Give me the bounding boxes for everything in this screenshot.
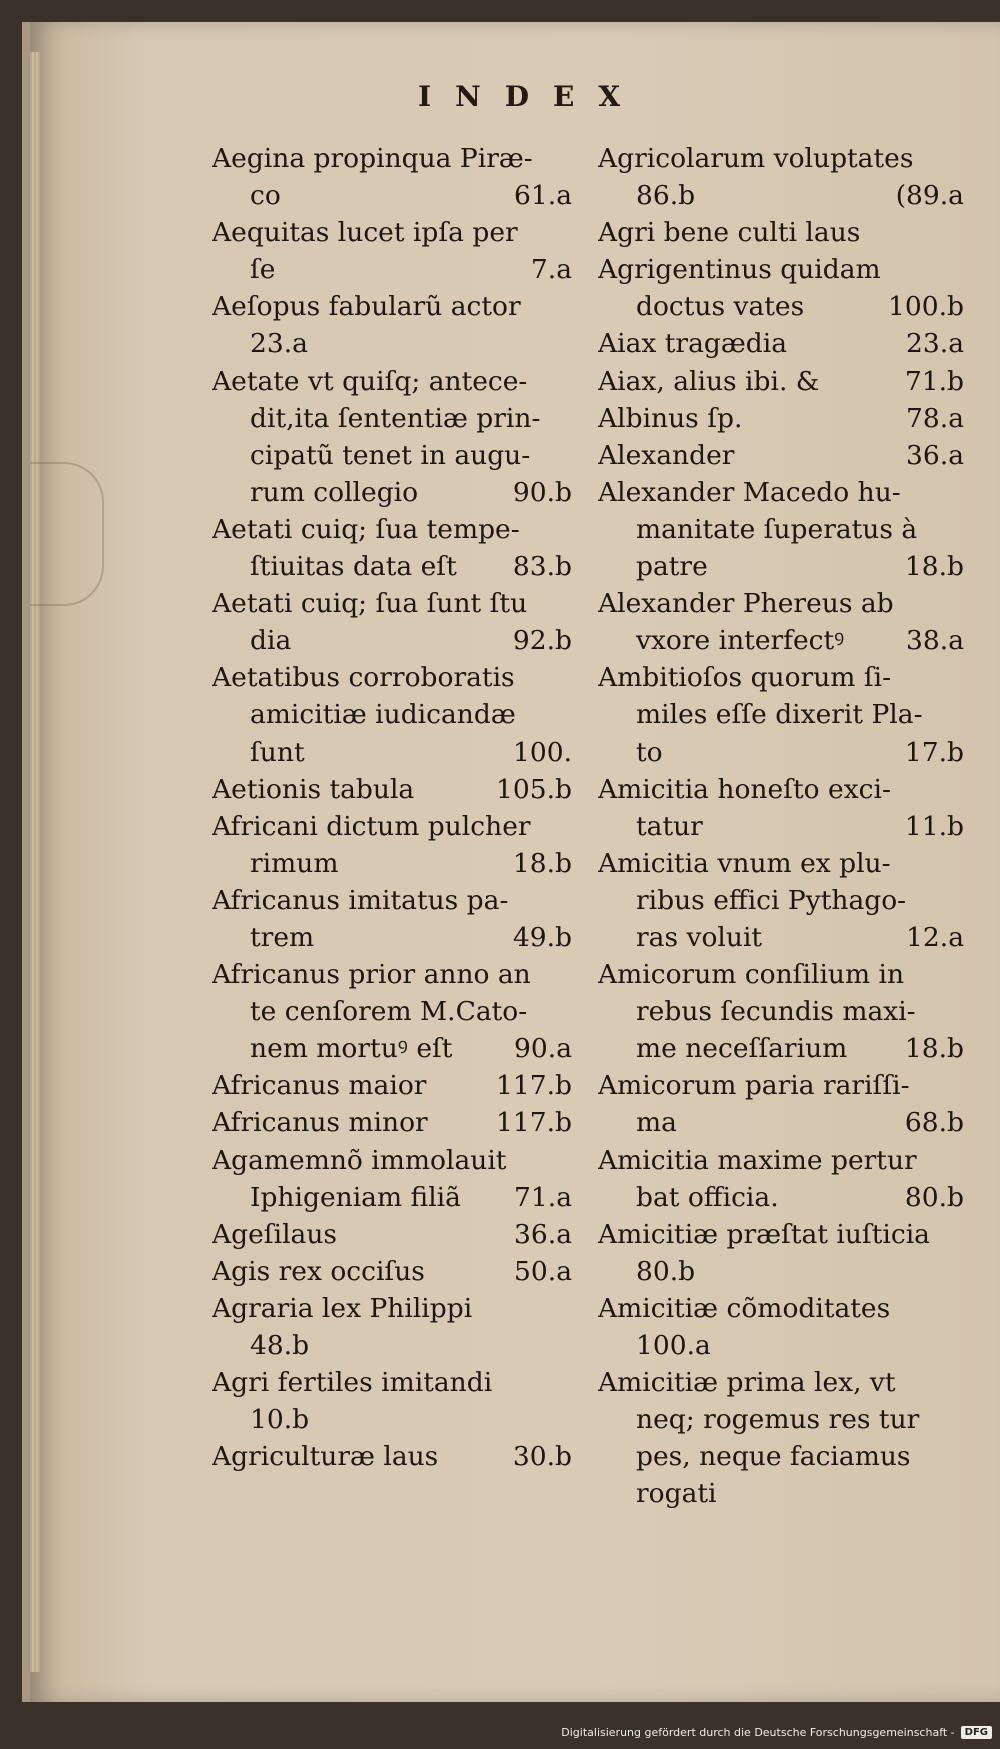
page-reference: 36.a bbox=[906, 439, 964, 471]
entry-line bbox=[598, 511, 964, 548]
entry-line bbox=[598, 177, 964, 214]
page-reference: 100.b bbox=[888, 291, 964, 323]
entry-line bbox=[212, 882, 572, 919]
entry-line bbox=[212, 1216, 572, 1253]
index-entry bbox=[212, 1364, 572, 1438]
entry-text: ras voluit bbox=[636, 921, 763, 953]
index-entry bbox=[598, 845, 964, 956]
entry-text: ſtiuitas data eſt bbox=[250, 551, 457, 583]
entry-text: me neceſſarium bbox=[636, 1033, 848, 1065]
entry-line bbox=[598, 1290, 964, 1327]
entry-line bbox=[212, 1179, 572, 1216]
entry-line bbox=[598, 1142, 964, 1179]
entry-text: Agraria lex Philippi bbox=[212, 1292, 473, 1324]
entry-line bbox=[598, 1067, 964, 1104]
index-entry bbox=[212, 140, 572, 214]
page-reference: 90.b bbox=[512, 476, 572, 508]
entry-text: ſunt bbox=[250, 736, 305, 768]
entry-line bbox=[212, 956, 572, 993]
entry-line bbox=[598, 363, 964, 400]
entry-text: Amicitiæ præſtat iuſticia bbox=[598, 1218, 930, 1250]
entry-line bbox=[212, 325, 572, 362]
entry-line bbox=[212, 251, 572, 288]
index-entry bbox=[212, 1216, 572, 1253]
entry-text: ſe bbox=[250, 254, 276, 286]
entry-text: amicitiæ iudicandæ bbox=[250, 699, 516, 731]
entry-line bbox=[212, 696, 572, 733]
entry-text: Albinus ſp. bbox=[598, 402, 743, 434]
entry-text: Aetionis tabula bbox=[212, 773, 415, 805]
index-entry bbox=[212, 808, 572, 882]
entry-line bbox=[598, 845, 964, 882]
entry-line bbox=[212, 1401, 572, 1438]
page-reference: 78.a bbox=[906, 402, 964, 434]
entry-line bbox=[598, 882, 964, 919]
entry-text: patre bbox=[636, 551, 708, 583]
index-entry bbox=[598, 437, 964, 474]
entry-line bbox=[598, 437, 964, 474]
entry-text: dia bbox=[250, 625, 292, 657]
entry-line bbox=[212, 585, 572, 622]
entry-line bbox=[212, 1030, 572, 1067]
entry-line bbox=[212, 1067, 572, 1104]
entry-line bbox=[212, 177, 572, 214]
entry-text: ribus effici Pythago- bbox=[636, 884, 907, 916]
entry-line bbox=[212, 734, 572, 771]
index-entry bbox=[598, 659, 964, 770]
page-reference: 71.b bbox=[904, 365, 964, 397]
entry-line bbox=[598, 771, 964, 808]
entry-text: to bbox=[636, 736, 663, 768]
entry-text: Amicorum paria rariſſi- bbox=[598, 1070, 910, 1102]
entry-text: Aequitas lucet ipſa per bbox=[212, 217, 518, 249]
entry-text: neq; rogemus res tur bbox=[636, 1404, 920, 1436]
entry-line bbox=[212, 808, 572, 845]
entry-line bbox=[212, 919, 572, 956]
entry-line bbox=[212, 1438, 572, 1475]
entry-line bbox=[212, 1142, 572, 1179]
entry-line bbox=[212, 474, 572, 511]
entry-line bbox=[598, 622, 964, 659]
entry-text: 100.a bbox=[636, 1330, 711, 1361]
entry-line bbox=[598, 1401, 964, 1438]
entry-text: bat officia. bbox=[636, 1181, 779, 1213]
entry-text: Amicitia honeſto exci- bbox=[598, 773, 891, 805]
index-entry bbox=[212, 1067, 572, 1104]
index-entry bbox=[212, 1142, 572, 1216]
index-entry bbox=[598, 956, 964, 1067]
index-entry bbox=[212, 511, 572, 585]
entry-line bbox=[598, 140, 964, 177]
entry-text: dit,ita ſententiæ prin- bbox=[250, 402, 541, 434]
index-entry bbox=[598, 1364, 964, 1512]
page-reference: 12.a bbox=[906, 921, 964, 953]
index-entry bbox=[598, 1142, 964, 1216]
index-entry bbox=[212, 771, 572, 808]
entry-line bbox=[598, 1104, 964, 1141]
entry-line bbox=[212, 437, 572, 474]
index-entry bbox=[598, 140, 964, 214]
entry-line bbox=[598, 919, 964, 956]
entry-text: Amicitia maxime pertur bbox=[598, 1144, 917, 1176]
index-entry bbox=[598, 363, 964, 400]
page-reference: 117.b bbox=[496, 1070, 572, 1102]
page-reference: 30.b bbox=[512, 1441, 572, 1473]
entry-text: te cenſorem M.Cato- bbox=[250, 996, 528, 1028]
index-entry bbox=[212, 956, 572, 1067]
entry-text: Agricolarum voluptates bbox=[598, 143, 914, 174]
page-reference: 23.a bbox=[906, 328, 964, 360]
entry-line bbox=[212, 659, 572, 696]
entry-text: Africanus minor bbox=[212, 1107, 428, 1139]
entry-text: Africanus maior bbox=[212, 1070, 427, 1102]
binding-clasp bbox=[30, 462, 104, 606]
entry-text: Aiax tragædia bbox=[598, 328, 788, 360]
entry-text: Aetati cuiq; ſua ſunt ſtu bbox=[212, 588, 528, 620]
entry-text: Amicitiæ cõmoditates bbox=[598, 1292, 891, 1324]
entry-text: Amicitia vnum ex plu- bbox=[598, 847, 891, 879]
index-entry bbox=[598, 771, 964, 845]
page-reference: 61.a bbox=[514, 180, 572, 212]
entry-line bbox=[598, 1475, 964, 1512]
index-entry bbox=[598, 251, 964, 325]
entry-text: rogati bbox=[636, 1478, 717, 1510]
page-reference: 105.b bbox=[496, 773, 572, 805]
page-reference: 83.b bbox=[512, 551, 572, 583]
index-entry bbox=[212, 1253, 572, 1290]
entry-line bbox=[598, 1179, 964, 1216]
index-entry bbox=[598, 1290, 964, 1364]
entry-line bbox=[598, 1253, 964, 1290]
page-reference: 18.b bbox=[904, 1033, 964, 1065]
entry-line bbox=[598, 585, 964, 622]
entry-text: ma bbox=[636, 1107, 677, 1139]
entry-text: 10.b bbox=[250, 1404, 310, 1436]
entry-text: tatur bbox=[636, 810, 703, 842]
page-reference: 11.b bbox=[904, 810, 964, 842]
entry-line bbox=[598, 696, 964, 733]
entry-text: cipatũ tenet in augu- bbox=[250, 439, 531, 471]
index-entry bbox=[212, 288, 572, 362]
entry-text: 80.b bbox=[636, 1255, 696, 1287]
entry-line bbox=[598, 1216, 964, 1253]
entry-text: Aetati cuiq; ſua tempe- bbox=[212, 513, 520, 545]
digitization-credit bbox=[561, 1723, 992, 1741]
entry-line bbox=[598, 993, 964, 1030]
entry-line bbox=[212, 400, 572, 437]
index-entry bbox=[598, 474, 964, 585]
index-entry bbox=[212, 1104, 572, 1141]
index-column-right bbox=[598, 140, 964, 1512]
entry-line bbox=[598, 808, 964, 845]
entry-text: rebus ſecundis maxi- bbox=[636, 996, 916, 1028]
entry-text: Agamemnõ immolauit bbox=[212, 1144, 507, 1176]
entry-text: rum collegio bbox=[250, 476, 419, 508]
entry-line bbox=[598, 251, 964, 288]
entry-line bbox=[212, 214, 572, 251]
entry-text: nem mortuꝰ eſt bbox=[250, 1033, 453, 1065]
index-entry bbox=[212, 363, 572, 511]
page-reference: 117.b bbox=[496, 1107, 572, 1139]
index-entry bbox=[212, 585, 572, 659]
entry-text: Agis rex occiſus bbox=[212, 1255, 425, 1287]
entry-text: trem bbox=[250, 921, 315, 953]
page-reference: 100. bbox=[512, 736, 572, 768]
entry-text: Africanus prior anno an bbox=[212, 959, 531, 991]
entry-text: Alexander Phereus ab bbox=[598, 588, 894, 620]
page-reference: 80.b bbox=[904, 1181, 964, 1213]
entry-text: 86.b bbox=[636, 180, 696, 212]
entry-line bbox=[212, 288, 572, 325]
page-reference: 68.b bbox=[904, 1107, 964, 1139]
entry-line bbox=[598, 659, 964, 696]
page-reference: 18.b bbox=[904, 551, 964, 583]
entry-text: Aetate vt quiſq; antece- bbox=[212, 365, 528, 397]
page-reference: 38.a bbox=[906, 625, 964, 657]
index-entry bbox=[212, 1290, 572, 1364]
entry-line bbox=[212, 140, 572, 177]
entry-text: co bbox=[250, 180, 281, 212]
page-reference: (89.a bbox=[895, 180, 964, 212]
entry-line bbox=[212, 1253, 572, 1290]
index-entry bbox=[212, 659, 572, 770]
entry-text: vxore interfectꝰ bbox=[636, 625, 845, 657]
entry-text: Aetatibus corroboratis bbox=[212, 662, 515, 694]
entry-line bbox=[598, 288, 964, 325]
index-entry bbox=[598, 585, 964, 659]
entry-text: Agrigentinus quidam bbox=[598, 254, 881, 286]
entry-line bbox=[212, 1364, 572, 1401]
entry-text: Aiax, alius ibi. & bbox=[598, 365, 820, 397]
dfg-logo: DFG bbox=[961, 1726, 992, 1739]
entry-text: Alexander bbox=[598, 439, 735, 471]
entry-text: Agri fertiles imitandi bbox=[212, 1367, 493, 1399]
page-reference: 71.a bbox=[514, 1181, 572, 1213]
page-reference: 17.b bbox=[904, 736, 964, 768]
entry-text: doctus vates bbox=[636, 291, 805, 323]
entry-line bbox=[212, 993, 572, 1030]
entry-line bbox=[598, 400, 964, 437]
entry-text: Agriculturæ laus bbox=[212, 1441, 439, 1473]
index-entry bbox=[598, 1067, 964, 1141]
entry-line bbox=[598, 325, 964, 362]
index-entry bbox=[212, 882, 572, 956]
entry-line bbox=[212, 622, 572, 659]
entry-text: Iphigeniam filiã bbox=[250, 1181, 461, 1213]
entry-line bbox=[212, 511, 572, 548]
page-header: INDEX bbox=[418, 80, 645, 113]
page-reference: 49.b bbox=[512, 921, 572, 953]
index-column-left bbox=[212, 140, 572, 1475]
page-reference: 7.a bbox=[530, 254, 572, 286]
entry-text: 23.a bbox=[250, 328, 308, 360]
entry-text: Africanus imitatus pa- bbox=[212, 884, 509, 916]
entry-line bbox=[212, 771, 572, 808]
entry-line bbox=[598, 548, 964, 585]
entry-text: miles eſſe dixerit Pla- bbox=[636, 699, 923, 731]
entry-line bbox=[212, 363, 572, 400]
entry-text: Aeſopus fabularũ actor bbox=[212, 291, 521, 323]
entry-line bbox=[598, 1364, 964, 1401]
entry-line bbox=[598, 474, 964, 511]
page-edge bbox=[30, 52, 40, 1672]
entry-line bbox=[212, 1104, 572, 1141]
entry-text: Agri bene culti laus bbox=[598, 217, 861, 249]
page-reference: 50.a bbox=[514, 1255, 572, 1287]
entry-line bbox=[598, 1327, 964, 1364]
page-reference: 90.a bbox=[514, 1033, 572, 1065]
index-entry bbox=[598, 325, 964, 362]
entry-text: Alexander Macedo hu- bbox=[598, 476, 901, 508]
entry-line bbox=[212, 1327, 572, 1364]
page-reference: 18.b bbox=[512, 847, 572, 879]
entry-text: Ambitioſos quorum ſi- bbox=[598, 662, 892, 694]
entry-line bbox=[598, 214, 964, 251]
entry-text: manitate ſuperatus à bbox=[636, 513, 918, 545]
entry-line bbox=[598, 1438, 964, 1475]
entry-text: pes, neque faciamus bbox=[636, 1441, 911, 1473]
index-entry bbox=[598, 214, 964, 251]
index-entry bbox=[598, 1216, 964, 1290]
entry-text: 48.b bbox=[250, 1330, 310, 1361]
entry-line bbox=[212, 1290, 572, 1327]
entry-text: Africani dictum pulcher bbox=[212, 810, 531, 842]
entry-line bbox=[212, 845, 572, 882]
entry-text: Amicorum conſilium in bbox=[598, 959, 905, 991]
entry-line bbox=[598, 956, 964, 993]
entry-line bbox=[212, 548, 572, 585]
entry-line bbox=[598, 734, 964, 771]
entry-text: Amicitiæ prima lex, vt bbox=[598, 1367, 896, 1399]
entry-text: Aegina propinqua Piræ- bbox=[212, 143, 533, 174]
credit-text: Digitalisierung gefördert durch die Deutsche Forschungsgemeinschaft - bbox=[561, 1725, 955, 1739]
page-reference: 92.b bbox=[512, 625, 572, 657]
entry-text: rimum bbox=[250, 847, 339, 879]
entry-text: Ageſilaus bbox=[212, 1218, 338, 1250]
index-entry bbox=[212, 214, 572, 288]
page-reference: 36.a bbox=[514, 1218, 572, 1250]
index-entry bbox=[598, 400, 964, 437]
index-entry bbox=[212, 1438, 572, 1475]
entry-line bbox=[598, 1030, 964, 1067]
